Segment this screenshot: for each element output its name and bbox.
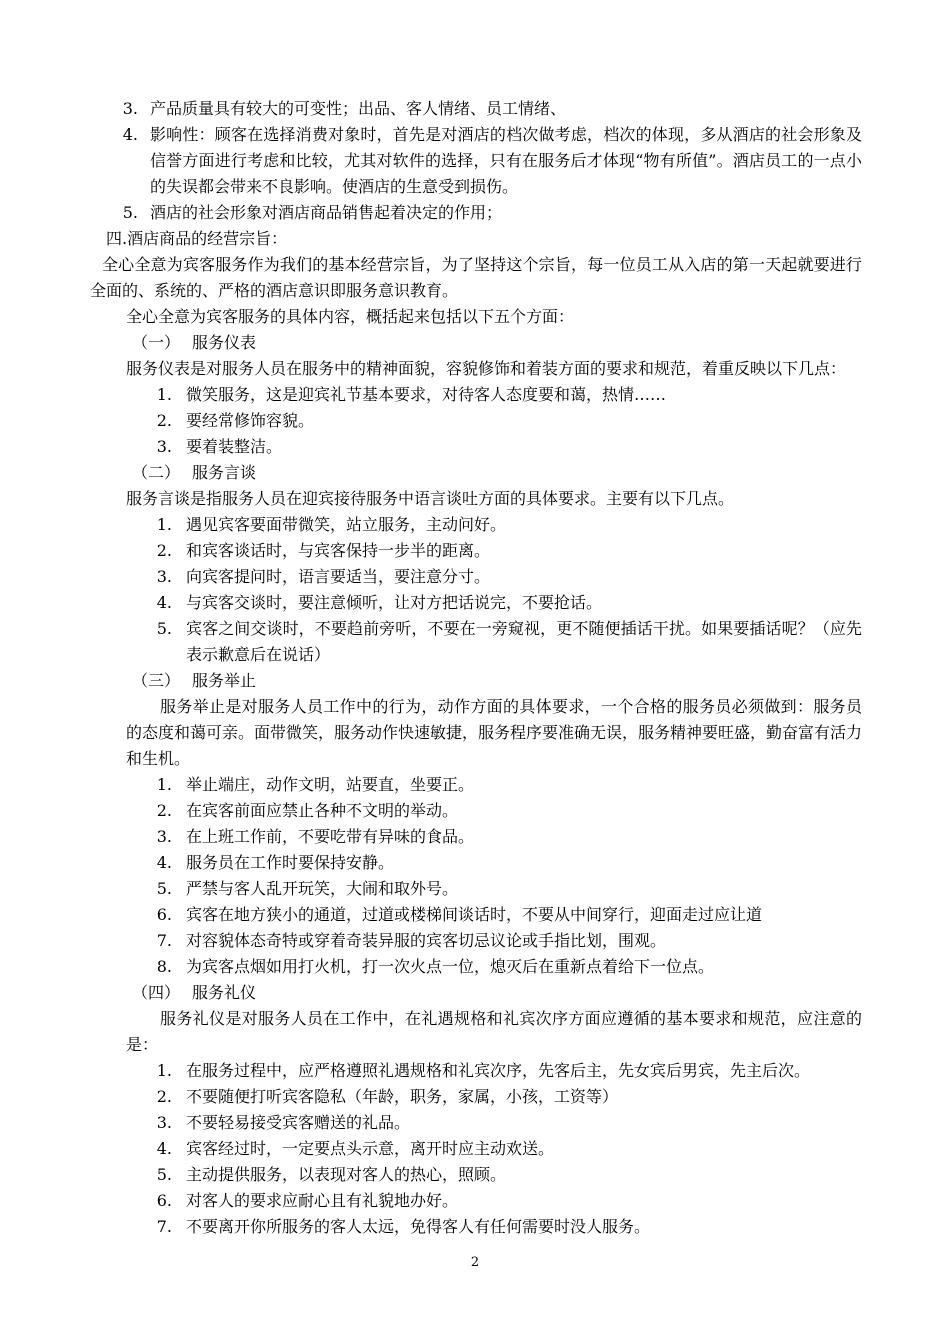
list-number: 2.	[156, 411, 172, 430]
list-text: 为宾客点烟如用打火机，打一次火点一位，熄灭后在重新点着给下一位点。	[186, 957, 715, 976]
list-text: 微笑服务，这是迎宾礼节基本要求，对待客人态度要和蔼，热情……	[186, 385, 667, 404]
list-number: 5.	[156, 619, 172, 638]
list-number: 1.	[156, 385, 172, 404]
subsection	[90, 980, 862, 1240]
list-item	[90, 538, 862, 564]
subsection-heading	[90, 330, 862, 356]
list-text: 不要随便打听宾客隐私（年龄，职务，家属，小孩，工资等）	[186, 1087, 619, 1106]
list-number: 3.	[156, 437, 172, 456]
paragraph: 服务礼仪是对服务人员在工作中，在礼遇规格和礼宾次序方面应遵循的基本要求和规范，应注意的是：	[126, 1009, 862, 1054]
subsection-title: 服务举止	[192, 671, 257, 690]
list-number: 3.	[156, 567, 172, 586]
list-item	[90, 824, 862, 850]
paragraph: 全心全意为宾客服务的具体内容，概括起来包括以下五个方面：	[126, 307, 575, 326]
subsection-heading	[90, 460, 862, 486]
list-item	[90, 902, 862, 928]
list-number: 6.	[156, 905, 172, 924]
list-number: 6.	[156, 1191, 172, 1210]
list-item	[90, 564, 862, 590]
numbered-list	[90, 382, 862, 460]
list-text: 宾客在地方狭小的通道，过道或楼梯间谈话时，不要从中间穿行，迎面走过应让道	[186, 905, 763, 924]
list-item	[90, 1058, 862, 1084]
document-body	[90, 96, 862, 1240]
list-text: 举止端庄，动作文明，站要直，坐要正。	[186, 775, 475, 794]
list-number: 5.	[156, 1165, 172, 1184]
list-number: 4.	[156, 1139, 172, 1158]
list-text: 在宾客前面应禁止各种不文明的举动。	[186, 801, 459, 820]
subsection-title: 服务礼仪	[192, 983, 257, 1002]
list-item	[90, 1084, 862, 1110]
list-text: 不要离开你所服务的客人太远，免得客人有任何需要时没人服务。	[186, 1217, 651, 1236]
list-text: 遇见宾客要面带微笑，站立服务，主动问好。	[186, 515, 507, 534]
list-item	[90, 772, 862, 798]
subsection-title: 服务仪表	[192, 333, 257, 352]
list-item	[90, 954, 862, 980]
paragraph: 服务仪表是对服务人员在服务中的精神面貌，容貌修饰和着装方面的要求和规范，着重反映以下几点：	[126, 359, 847, 378]
list-item	[90, 590, 862, 616]
list-text: 服务员在工作时要保持安静。	[186, 853, 395, 872]
list-item	[90, 1110, 862, 1136]
list-number: 4.	[156, 593, 172, 612]
list-text: 要着装整洁。	[186, 437, 283, 456]
list-number: 3.	[122, 99, 138, 118]
list-item	[90, 1162, 862, 1188]
numbered-list	[90, 512, 862, 668]
list-number: 2.	[156, 801, 172, 820]
list-item	[90, 200, 862, 226]
list-number: 2.	[156, 541, 172, 560]
list-item	[90, 850, 862, 876]
list-number: 3.	[156, 827, 172, 846]
list-text: 对客人的要求应耐心且有礼貌地办好。	[186, 1191, 459, 1210]
paragraph: 服务举止是对服务人员工作中的行为，动作方面的具体要求，一个合格的服务员必须做到：服务员的态度和蔼可亲。面带微笑，服务动作快速敏捷，服务程序要准确无误，服务精神要旺盛，勤奋富有活力和生机。	[126, 697, 863, 768]
list-text: 对容貌体态奇特或穿着奇装异服的宾客切忌议论或手指比划，围观。	[186, 931, 667, 950]
list-item	[90, 408, 862, 434]
subsection	[90, 330, 862, 460]
list-number: 1.	[156, 515, 172, 534]
subsection-label: （三）	[132, 671, 181, 690]
list-item	[90, 96, 862, 122]
list-item	[90, 512, 862, 538]
list-text: 在服务过程中，应严格遵照礼遇规格和礼宾次序，先客后主，先女宾后男宾，先主后次。	[186, 1061, 811, 1080]
list-number: 1.	[156, 1061, 172, 1080]
list-number: 2.	[156, 1087, 172, 1106]
list-item	[90, 434, 862, 460]
list-number: 4.	[156, 853, 172, 872]
subsection-heading	[90, 980, 862, 1006]
list-number: 8.	[156, 957, 172, 976]
list-text: 和宾客谈话时，与宾客保持一步半的距离。	[186, 541, 491, 560]
list-number: 3.	[156, 1113, 172, 1132]
list-text: 影响性：顾客在选择消费对象时，首先是对酒店的档次做考虑，档次的体现，多从酒店的社会形象及信誉方面进行考虑和比较，尤其对软件的选择，只有在服务后才体现“物有所值”。酒店员工的一点小的失误都会带来不良影响。使酒店的生意受到损伤。	[150, 125, 862, 196]
list-text: 要经常修饰容貌。	[186, 411, 315, 430]
list-number: 7.	[156, 1217, 172, 1236]
subsection	[90, 668, 862, 980]
list-text: 不要轻易接受宾客赠送的礼品。	[186, 1113, 411, 1132]
subsection	[90, 460, 862, 668]
section-heading: 四.酒店商品的经营宗旨：	[106, 229, 288, 248]
paragraph: 服务言谈是指服务人员在迎宾接待服务中语言谈吐方面的具体要求。主要有以下几点。	[126, 489, 735, 508]
subsection-label: （二）	[132, 463, 181, 482]
list-text: 向宾客提问时，语言要适当，要注意分寸。	[186, 567, 491, 586]
list-item	[90, 616, 862, 668]
page-number: 2	[470, 1255, 480, 1270]
list-text: 宾客之间交谈时，不要趋前旁听，不要在一旁窥视，更不随便插话干扰。如果要插话呢？（应先表示歉意后在说话）	[186, 619, 862, 664]
list-item	[90, 798, 862, 824]
list-text: 宾客经过时，一定要点头示意，离开时应主动欢送。	[186, 1139, 555, 1158]
list-text: 在上班工作前，不要吃带有异味的食品。	[186, 827, 475, 846]
list-text: 严禁与客人乱开玩笑，大闹和取外号。	[186, 879, 459, 898]
subsection-label: （四）	[132, 983, 181, 1002]
top-list	[90, 96, 862, 226]
list-number: 4.	[122, 125, 138, 144]
paragraph: 全心全意为宾客服务作为我们的基本经营宗旨，为了坚持这个宗旨，每一位员工从入店的第一天起就要进行全面的、系统的、严格的酒店意识即服务意识教育。	[90, 255, 862, 300]
list-text: 主动提供服务，以表现对客人的热心，照顾。	[186, 1165, 507, 1184]
numbered-list	[90, 772, 862, 980]
list-text: 产品质量具有较大的可变性；出品、客人情绪、员工情绪、	[150, 99, 567, 118]
list-item	[90, 876, 862, 902]
list-item	[90, 1188, 862, 1214]
list-item	[90, 1214, 862, 1240]
list-item	[90, 382, 862, 408]
list-item	[90, 122, 862, 200]
list-text: 酒店的社会形象对酒店商品销售起着决定的作用；	[150, 203, 503, 222]
subsection-heading	[90, 668, 862, 694]
list-number: 5.	[122, 203, 138, 222]
list-number: 1.	[156, 775, 172, 794]
subsection-label: （一）	[132, 333, 181, 352]
list-number: 7.	[156, 931, 172, 950]
list-item	[90, 928, 862, 954]
list-text: 与宾客交谈时，要注意倾听，让对方把话说完，不要抢话。	[186, 593, 603, 612]
numbered-list	[90, 1058, 862, 1240]
list-number: 5.	[156, 879, 172, 898]
subsection-title: 服务言谈	[192, 463, 257, 482]
list-item	[90, 1136, 862, 1162]
